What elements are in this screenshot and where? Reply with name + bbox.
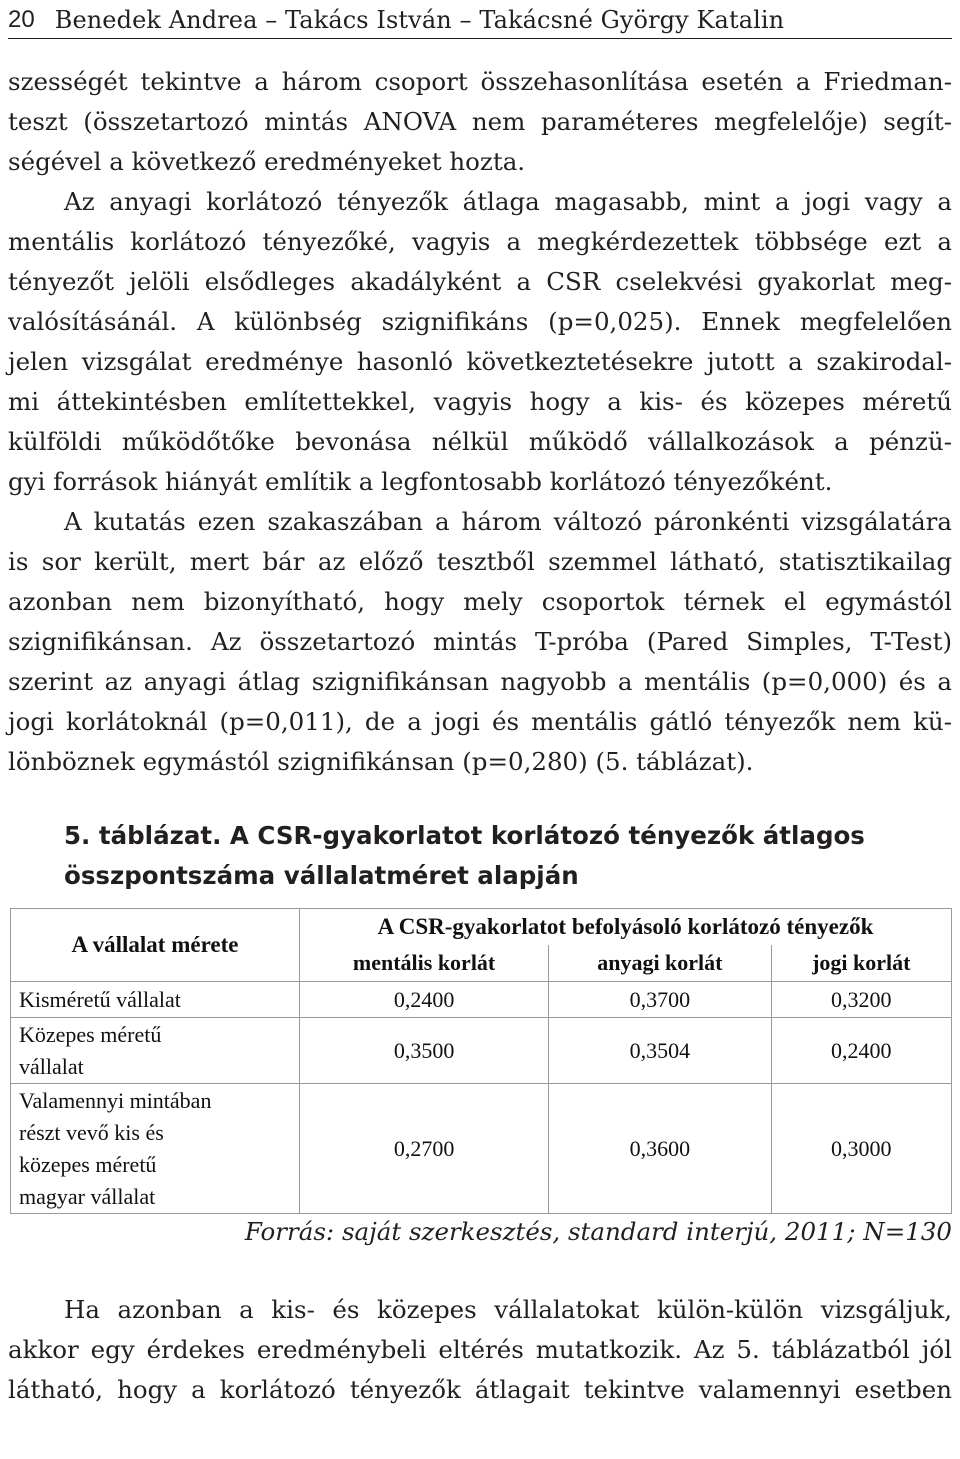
text-line: ségével a következő eredményeket hozta.: [8, 147, 526, 176]
row-label-line: Közepes méretű: [19, 1021, 162, 1047]
paragraph-4: [8, 1290, 952, 1410]
table-caption-line: 5. táblázat. A CSR-gyakorlatot korlátozó tényezők átlagos: [64, 821, 865, 850]
text-line: tényezőt jelöli elsődleges akadályként a CSR cselekvési gyakorlat meg-: [8, 267, 952, 296]
table-row: [11, 1084, 952, 1214]
table-source-note: Forrás: saját szerkesztés, standard interjú, 2011; N=130: [244, 1217, 952, 1246]
row-label: [11, 982, 300, 1018]
column-header-legal: jogi korlát: [771, 945, 951, 982]
column-group-header: A CSR-gyakorlatot befolyásoló korlátozó tényezők: [300, 909, 952, 946]
row-label-line: Valamennyi mintában: [19, 1087, 212, 1113]
text-line: Az anyagi korlátozó tényezők átlaga magasabb, mint a jogi vagy a: [64, 187, 952, 216]
body-text-top: [8, 62, 952, 782]
text-line: külföldi működőtőke bevonása nélkül működő vállalkozások a pénzü-: [8, 427, 952, 456]
text-line: teszt (összetartozó mintás ANOVA nem paraméteres megfelelője) segít-: [8, 107, 952, 136]
table-cell: 0,3200: [771, 982, 951, 1018]
text-line: mentális korlátozó tényezőké, vagyis a megkérdezettek többsége ezt a: [8, 227, 952, 256]
row-label-line: vállalat: [19, 1053, 84, 1079]
row-label-line: részt vevő kis és: [19, 1119, 164, 1145]
table-cell: 0,3500: [300, 1018, 549, 1084]
table-row: [11, 982, 952, 1018]
table-cell: 0,2400: [771, 1018, 951, 1084]
row-label-line: magyar vállalat: [19, 1183, 156, 1209]
row-label: [11, 1018, 300, 1084]
table-cell: 0,2700: [300, 1084, 549, 1214]
row-label-line: közepes méretű: [19, 1151, 157, 1177]
table-caption: [64, 816, 884, 896]
running-header-authors: Benedek Andrea – Takács István – Takácsné György Katalin: [54, 6, 785, 34]
text-line: akkor egy érdekes eredménybeli eltérés mutatkozik. Az 5. táblázatból jól: [8, 1335, 952, 1364]
text-line: látható, hogy a korlátozó tényezők átlagait tekintve valamennyi esetben: [8, 1375, 952, 1404]
paragraph-2: [8, 182, 952, 502]
column-header-mental: mentális korlát: [300, 945, 549, 982]
text-line: lönböznek egymástól szignifikánsan (p=0,280) (5. táblázat).: [8, 747, 754, 776]
table-cell: 0,3000: [771, 1084, 951, 1214]
row-label-line: Kisméretű vállalat: [19, 986, 181, 1012]
text-line: gyi források hiányát említik a legfontosabb korlátozó tényezőként.: [8, 467, 833, 496]
table-cell: 0,3600: [549, 1084, 771, 1214]
data-table: [10, 908, 952, 1214]
row-label: [11, 1084, 300, 1214]
page-number: 20: [8, 6, 35, 33]
text-line: is sor került, mert bár az előző tesztből szemmel látható, statisztikailag: [8, 547, 952, 576]
text-line: valósításánál. A különbség szignifikáns (p=0,025). Ennek megfelelően: [8, 307, 952, 336]
text-line: Ha azonban a kis- és közepes vállalatokat külön-külön vizsgáljuk,: [64, 1295, 952, 1324]
text-line: azonban nem bizonyítható, hogy mely csoportok térnek el egymástól: [8, 587, 952, 616]
table-row: [11, 1018, 952, 1084]
body-text-bottom: [8, 1290, 952, 1410]
running-header: [8, 2, 952, 39]
text-line: szignifikánsan. Az összetartozó mintás T-próba (Pared Simples, T-Test): [8, 627, 952, 656]
text-line: mi áttekintésben említettekkel, vagyis hogy a kis- és közepes méretű: [8, 387, 952, 416]
column-header-financial: anyagi korlát: [549, 945, 771, 982]
text-line: A kutatás ezen szakaszában a három változó páronkénti vizsgálatára: [64, 507, 952, 536]
paragraph-1: [8, 62, 952, 182]
text-line: szességét tekintve a három csoport összehasonlítása esetén a Friedman-: [8, 67, 952, 96]
text-line: szerint az anyagi átlag szignifikánsan nagyobb a mentális (p=0,000) és a: [8, 667, 952, 696]
column-header-company-size: A vállalat mérete: [11, 909, 300, 982]
table-cell: 0,2400: [300, 982, 549, 1018]
table-header-row: [11, 909, 952, 946]
table-cell: 0,3504: [549, 1018, 771, 1084]
table-cell: 0,3700: [549, 982, 771, 1018]
text-line: jogi korlátoknál (p=0,011), de a jogi és mentális gátló tényezők nem kü-: [8, 707, 952, 736]
text-line: jelen vizsgálat eredménye hasonló következtetésekre jutott a szakirodal-: [8, 347, 952, 376]
table-caption-line: összpontszáma vállalatméret alapján: [64, 861, 579, 890]
paragraph-3: [8, 502, 952, 782]
